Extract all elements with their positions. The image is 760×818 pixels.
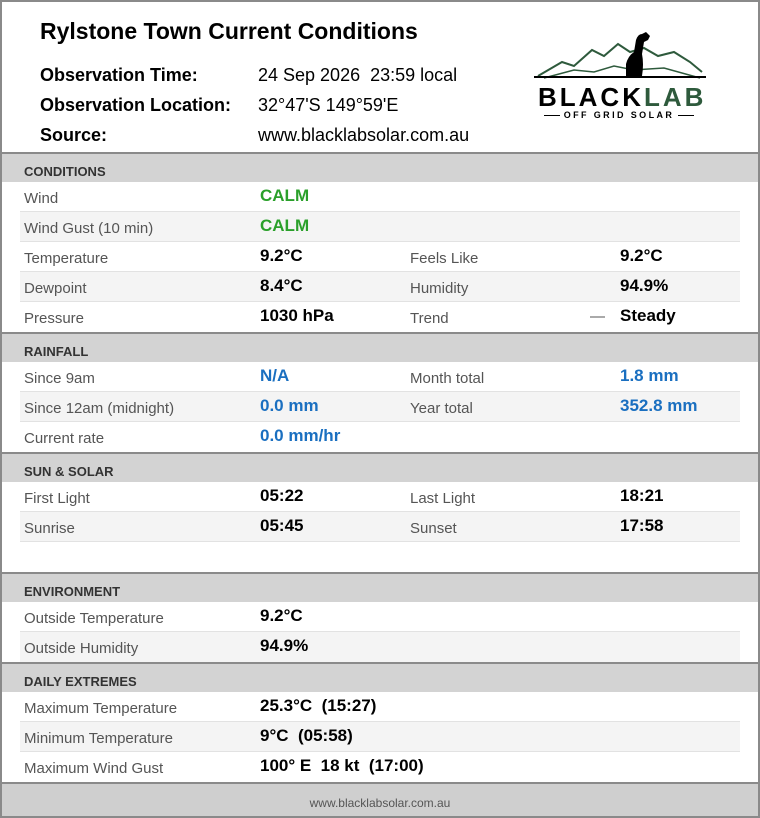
section-environment: ENVIRONMENT xyxy=(2,572,758,602)
outside-humidity-value: 94.9% xyxy=(260,636,309,655)
sunrise-value: 05:45 xyxy=(260,516,304,535)
max-wind-gust-label: Maximum Wind Gust xyxy=(24,760,164,777)
source-label: Source: xyxy=(40,125,108,145)
row-current-rate xyxy=(2,422,758,452)
max-temperature-value: 25.3°C (15:27) xyxy=(260,696,377,715)
current-rate-label: Current rate xyxy=(24,430,105,447)
page-title: Rylstone Town Current Conditions xyxy=(40,18,418,44)
row-outside-humidity xyxy=(2,632,758,662)
blacklab-logo xyxy=(534,26,706,126)
outside-humidity-label: Outside Humidity xyxy=(24,640,139,657)
logo-word-lab: LAB xyxy=(644,82,707,112)
since-9am-value: N/A xyxy=(260,366,290,385)
footer xyxy=(2,782,758,816)
feels-like-value: 9.2°C xyxy=(620,246,663,265)
pressure-label: Pressure xyxy=(24,310,85,327)
row-first-light xyxy=(2,482,758,512)
first-light-label: First Light xyxy=(24,490,90,507)
row-temperature xyxy=(2,242,758,272)
trend-value: Steady xyxy=(620,306,676,325)
dog-mountain-icon xyxy=(534,26,706,82)
observation-time-label: Observation Time: xyxy=(40,65,198,85)
sunset-value: 17:58 xyxy=(620,516,664,535)
logo-wordmark xyxy=(538,82,706,113)
year-total-value: 352.8 mm xyxy=(620,396,698,415)
row-wind xyxy=(2,182,758,212)
wind-gust-label: Wind Gust (10 min) xyxy=(24,220,154,237)
temperature-value: 9.2°C xyxy=(260,246,303,265)
section-daily-extremes: DAILY EXTREMES xyxy=(2,662,758,692)
since-midnight-label: Since 12am (midnight) xyxy=(24,400,175,417)
pressure-value: 1030 hPa xyxy=(260,306,334,325)
outside-temperature-value: 9.2°C xyxy=(260,606,303,625)
logo-word-black: BLACK xyxy=(538,82,644,112)
year-total-label: Year total xyxy=(410,400,473,417)
wind-value: CALM xyxy=(260,186,310,205)
row-wind-gust xyxy=(2,212,758,242)
month-total-value: 1.8 mm xyxy=(620,366,679,385)
row-sunrise xyxy=(2,512,758,542)
observation-location-value: 32°47'S 149°59'E xyxy=(258,95,399,115)
since-midnight-value: 0.0 mm xyxy=(260,396,319,415)
section-sun-solar: SUN & SOLAR xyxy=(2,452,758,482)
sunset-label: Sunset xyxy=(410,520,457,537)
current-rate-value: 0.0 mm/hr xyxy=(260,426,341,445)
last-light-value: 18:21 xyxy=(620,486,664,505)
first-light-value: 05:22 xyxy=(260,486,304,505)
trend-label: Trend xyxy=(410,310,449,327)
row-outside-temperature xyxy=(2,602,758,632)
observation-time-value: 24 Sep 2026 23:59 local xyxy=(258,65,458,85)
row-min-temperature xyxy=(2,722,758,752)
last-light-label: Last Light xyxy=(410,490,476,507)
feels-like-label: Feels Like xyxy=(410,250,479,267)
logo-tagline: OFF GRID SOLAR xyxy=(534,110,704,120)
max-temperature-label: Maximum Temperature xyxy=(24,700,178,717)
row-max-temperature xyxy=(2,692,758,722)
header xyxy=(2,2,758,152)
dewpoint-label: Dewpoint xyxy=(24,280,87,297)
outside-temperature-label: Outside Temperature xyxy=(24,610,164,627)
section-conditions: CONDITIONS xyxy=(2,152,758,182)
footer-link[interactable]: www.blacklabsolar.com.au xyxy=(309,796,451,810)
since-9am-label: Since 9am xyxy=(24,370,95,387)
source-value: www.blacklabsolar.com.au xyxy=(258,125,470,145)
humidity-label: Humidity xyxy=(410,280,469,297)
min-temperature-label: Minimum Temperature xyxy=(24,730,173,747)
row-dewpoint xyxy=(2,272,758,302)
max-wind-gust-value: 100° E 18 kt (17:00) xyxy=(260,756,424,775)
sunrise-label: Sunrise xyxy=(24,520,75,537)
trend-steady-icon: — xyxy=(590,308,605,325)
row-since-midnight xyxy=(2,392,758,422)
observation-location-label: Observation Location: xyxy=(40,95,232,115)
wind-label: Wind xyxy=(24,190,59,207)
min-temperature-value: 9°C (05:58) xyxy=(260,726,353,745)
month-total-label: Month total xyxy=(410,370,485,387)
row-since-9am xyxy=(2,362,758,392)
humidity-value: 94.9% xyxy=(620,276,669,295)
temperature-label: Temperature xyxy=(24,250,109,267)
row-max-wind-gust xyxy=(2,752,758,782)
row-pressure xyxy=(2,302,758,332)
section-rainfall: RAINFALL xyxy=(2,332,758,362)
wind-gust-value: CALM xyxy=(260,216,310,235)
dewpoint-value: 8.4°C xyxy=(260,276,303,295)
